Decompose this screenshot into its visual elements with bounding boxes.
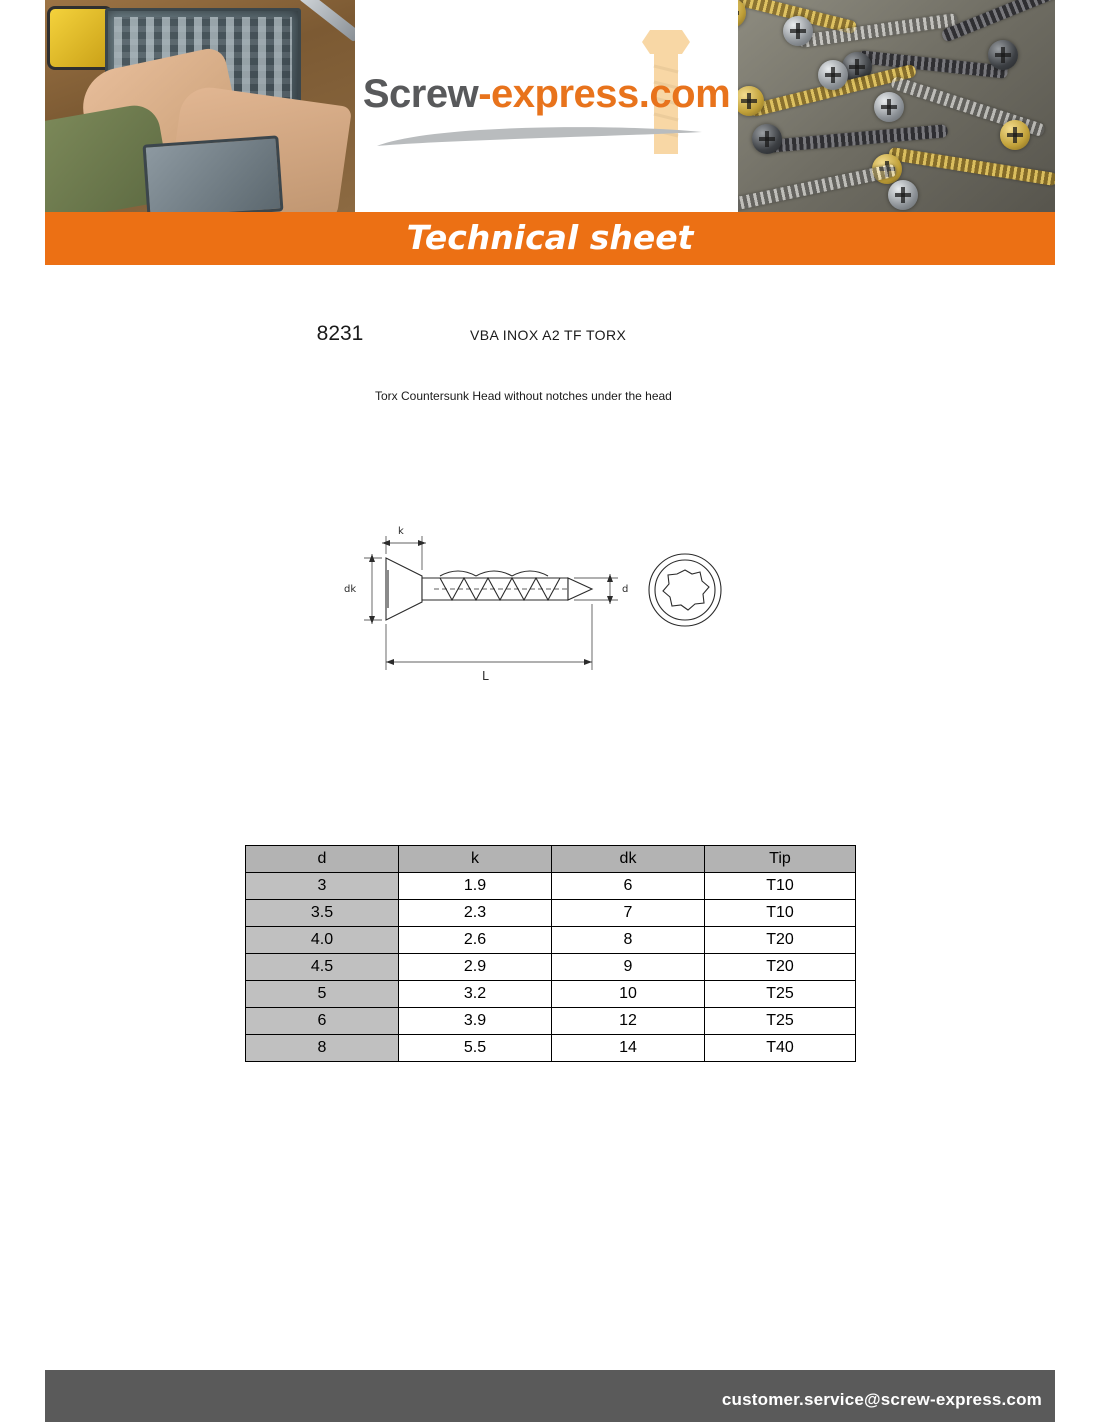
table-row [246, 981, 856, 1008]
table-row [246, 900, 856, 927]
cell-k: 3.9 [399, 1008, 552, 1035]
customer-service-email[interactable]: customer.service@screw-express.com [721, 1390, 1042, 1409]
screw-head [874, 92, 904, 122]
screw-head [1000, 120, 1030, 150]
cell-dk: 8 [552, 927, 705, 954]
cell-tip: T10 [705, 900, 856, 927]
screw-head [783, 16, 813, 46]
table-row [246, 873, 856, 900]
cell-d: 8 [246, 1035, 399, 1062]
cell-k: 2.6 [399, 927, 552, 954]
column-header-tip: Tip [705, 846, 856, 873]
banner-title: Technical sheet [406, 218, 694, 257]
workshop-hands-sorting-screws-photo [45, 0, 355, 212]
screw-shank [768, 124, 948, 153]
table-row [246, 954, 856, 981]
cell-d: 5 [246, 981, 399, 1008]
drawing-label-L: L [482, 669, 489, 683]
tape-measure-icon [47, 6, 113, 70]
screw-shank [738, 163, 897, 212]
cell-dk: 6 [552, 873, 705, 900]
cell-tip: T25 [705, 1008, 856, 1035]
brand-logo [355, 0, 738, 212]
product-title: VBA INOX A2 TF TORX [470, 327, 627, 343]
screw-shank [888, 147, 1055, 186]
screw-head [888, 180, 918, 210]
cell-k: 1.9 [399, 873, 552, 900]
screw-pile [738, 0, 1055, 212]
table-row [246, 1035, 856, 1062]
table-row [246, 1008, 856, 1035]
cell-dk: 14 [552, 1035, 705, 1062]
logo-text-sep: - [478, 72, 492, 116]
product-subtitle: Torx Countersunk Head without notches under the head [375, 389, 672, 403]
cell-dk: 7 [552, 900, 705, 927]
table-row [246, 927, 856, 954]
cell-d: 3.5 [246, 900, 399, 927]
cell-k: 2.9 [399, 954, 552, 981]
column-header-d: d [246, 846, 399, 873]
cell-tip: T25 [705, 981, 856, 1008]
drawing-label-dk: dk [344, 584, 357, 595]
drawing-mask [672, 519, 778, 551]
logo-text-accent: express.com [491, 72, 731, 116]
column-header-dk: dk [552, 846, 705, 873]
table-header-row [246, 846, 856, 873]
cell-dk: 9 [552, 954, 705, 981]
specification-table [245, 845, 856, 1062]
cell-d: 3 [246, 873, 399, 900]
screw-head [818, 60, 848, 90]
cell-d: 4.0 [246, 927, 399, 954]
screw-shank [940, 0, 1055, 43]
product-reference: 8231 [316, 322, 364, 345]
drawing-label-d: d [622, 584, 629, 595]
cell-tip: T40 [705, 1035, 856, 1062]
swoosh-icon [372, 122, 722, 152]
cell-d: 6 [246, 1008, 399, 1035]
cell-tip: T10 [705, 873, 856, 900]
cell-k: 5.5 [399, 1035, 552, 1062]
cell-k: 2.3 [399, 900, 552, 927]
screw-head [752, 124, 782, 154]
technical-sheet-banner [45, 212, 1055, 265]
cell-k: 3.2 [399, 981, 552, 1008]
drawing-label-k: k [398, 526, 404, 537]
metal-tray [143, 135, 284, 212]
cell-tip: T20 [705, 954, 856, 981]
cell-dk: 12 [552, 1008, 705, 1035]
page-header [45, 0, 1055, 212]
logo-text [355, 72, 738, 117]
cell-tip: T20 [705, 927, 856, 954]
cell-dk: 10 [552, 981, 705, 1008]
column-header-k: k [399, 846, 552, 873]
screw-head [988, 40, 1018, 70]
logo-text-main: Screw [362, 72, 479, 116]
assorted-screws-pile-photo [738, 0, 1055, 212]
cell-d: 4.5 [246, 954, 399, 981]
